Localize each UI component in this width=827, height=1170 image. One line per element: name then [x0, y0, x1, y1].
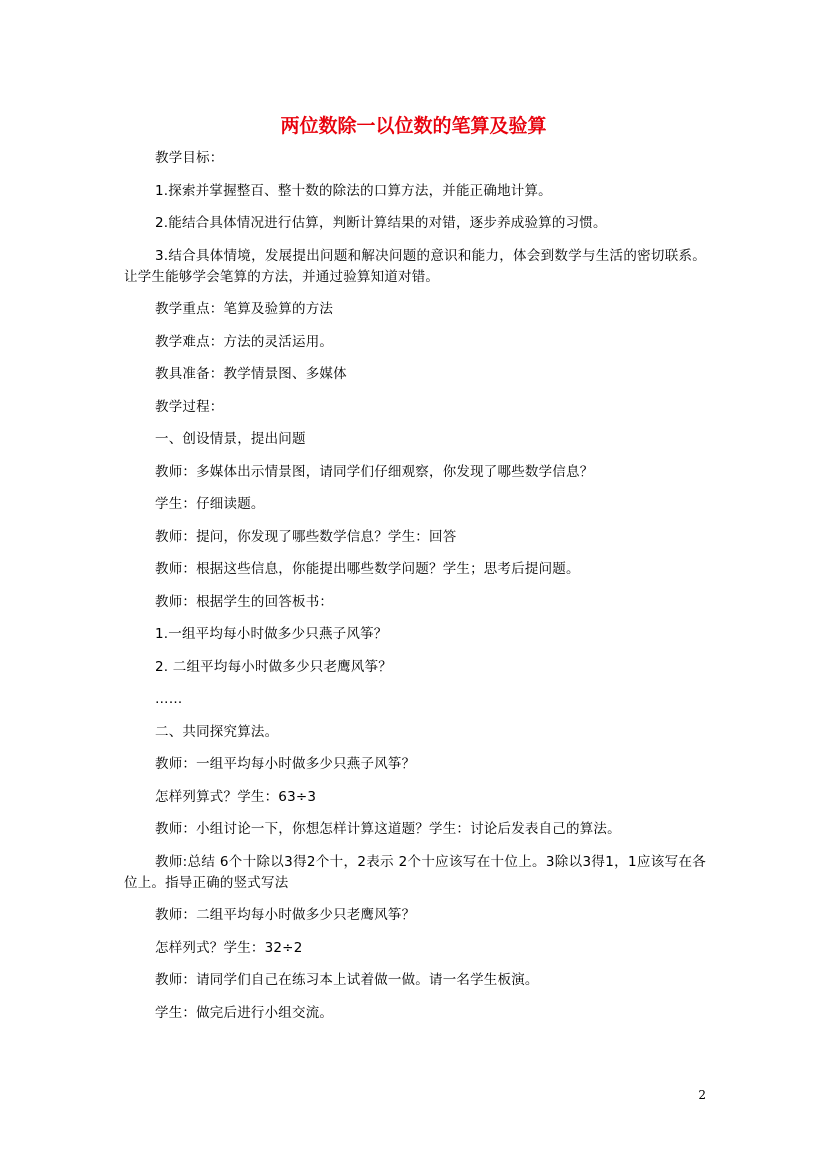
teaching-materials: 教具准备：教学情景图、多媒体	[155, 366, 347, 382]
document-title: 两位数除一以位数的笔算及验算	[280, 115, 547, 137]
process-step-heading: 二、共同探究算法。	[155, 723, 279, 740]
objective-item: 2.能结合具体情况进行估算，判断计算结果的对错，逐步养成验算的习惯。	[155, 215, 607, 231]
dialogue-line: 教师：提问，你发现了哪些数学信息？学生：回答	[155, 528, 457, 545]
objective-item: 1.探索并掌握整百、整十数的除法的口算方法，并能正确地计算。	[155, 182, 552, 199]
dialogue-line: 教师：多媒体出示情景图，请同学们仔细观察，你发现了哪些数学信息？	[155, 463, 594, 480]
dialogue-line: 怎样列式？学生：32÷2	[155, 939, 303, 956]
dialogue-line: 教师：根据学生的回答板书：	[155, 593, 334, 610]
dialogue-line: 教师：小组讨论一下，你想怎样计算这道题？学生：讨论后发表自己的算法。	[155, 821, 621, 837]
dialogue-line: 学生：仔细读题。	[155, 496, 265, 512]
board-question: 2. 二组平均每小时做多少只老鹰风筝？	[155, 658, 392, 675]
objective-item: 3.结合具体情境，发展提出问题和解决问题的意识和能力，体会到数学与生活的密切联系。让学生能够学会笔算的方法，并通过验算知道对错。	[124, 247, 706, 285]
dialogue-line: 怎样列算式？学生：63÷3	[155, 788, 317, 805]
document-body	[124, 148, 706, 1035]
section-heading-process: 教学过程：	[155, 398, 224, 415]
page-number: 2	[698, 1088, 706, 1102]
teaching-key-point: 教学重点：笔算及验算的方法	[155, 301, 334, 317]
dialogue-line: 教师：一组平均每小时做多少只燕子风筝？	[155, 756, 416, 772]
section-heading-objectives: 教学目标：	[155, 150, 224, 166]
ellipsis-text: ……	[155, 691, 183, 707]
dialogue-line: 教师:总结 6个十除以3得2个十，2表示 2个十应该写在十位上。3除以3得1，1应该写在各位上。指导正确的竖式写法	[124, 853, 706, 891]
process-step-heading: 一、创设情景，提出问题	[155, 431, 306, 447]
board-question: 1.一组平均每小时做多少只燕子风筝？	[155, 626, 388, 642]
teaching-difficulty: 教学难点：方法的灵活运用。	[155, 333, 334, 350]
dialogue-line: 学生：做完后进行小组交流。	[155, 1004, 334, 1021]
dialogue-line: 教师：二组平均每小时做多少只老鹰风筝？	[155, 907, 416, 923]
dialogue-line: 教师：根据这些信息，你能提出哪些数学问题？学生；思考后提问题。	[155, 561, 580, 577]
dialogue-line: 教师：请同学们自己在练习本上试着做一做。请一名学生板演。	[155, 972, 539, 988]
